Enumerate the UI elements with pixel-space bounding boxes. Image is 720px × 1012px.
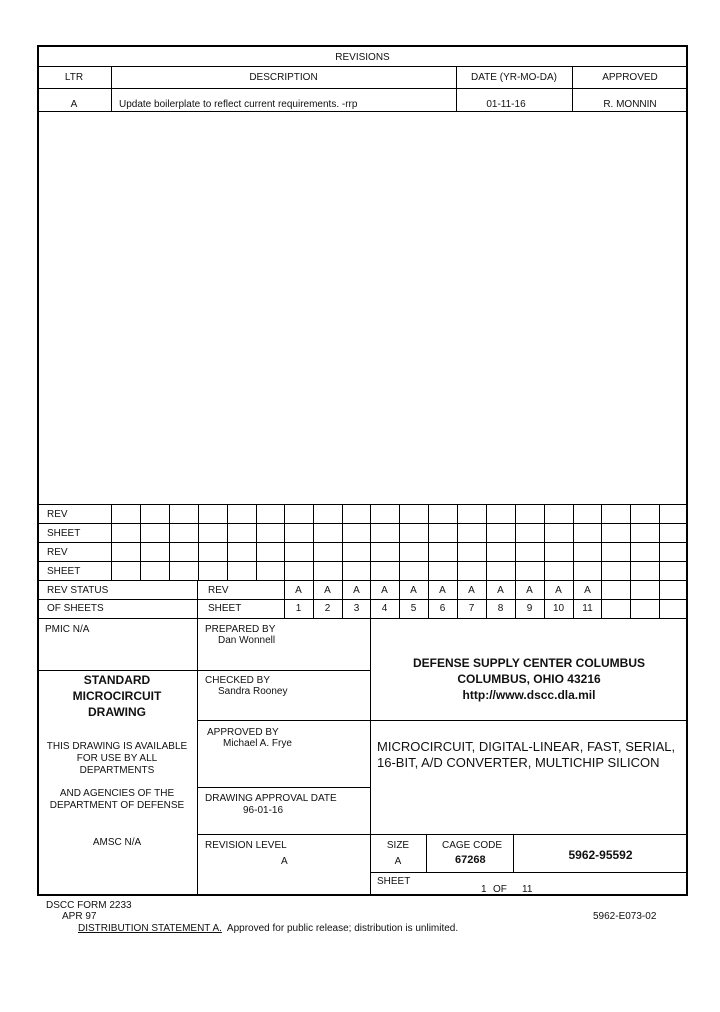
header-approved: APPROVED xyxy=(602,72,658,83)
divider xyxy=(630,580,631,618)
rev-status-sheet: 7 xyxy=(468,603,475,614)
rev-status-rev: A xyxy=(497,585,504,596)
sheet-total: 11 xyxy=(522,884,533,895)
pmic-text: PMIC N/A xyxy=(45,624,90,635)
divider xyxy=(198,504,199,580)
approved-by-label: APPROVED BY xyxy=(207,727,279,738)
drawing-title-line1: MICROCIRCUIT, DIGITAL-LINEAR, FAST, SERIAL, xyxy=(377,739,676,754)
availability-line2: FOR USE BY ALL xyxy=(76,753,158,764)
size-label: SIZE xyxy=(386,840,410,851)
divider xyxy=(37,599,688,600)
grid-label-rev: REV xyxy=(47,547,68,558)
rev-status-sheet: 4 xyxy=(381,603,388,614)
form-date: APR 97 xyxy=(62,911,97,922)
divider xyxy=(37,580,688,581)
divider xyxy=(111,66,112,111)
revision-date: 01-11-16 xyxy=(486,99,526,110)
rev-status-rev: A xyxy=(555,585,562,596)
revision-approved: R. MONNIN xyxy=(603,99,657,110)
divider xyxy=(37,66,688,67)
grid-label-sheet: SHEET xyxy=(47,566,81,577)
divider xyxy=(197,834,370,835)
approval-date-label: DRAWING APPROVAL DATE xyxy=(205,793,337,804)
revision-description: Update boilerplate to reflect current requirements. -rrp xyxy=(119,99,358,110)
org-url: http://www.dscc.dla.mil xyxy=(462,688,596,702)
rev-status-rev: A xyxy=(410,585,417,596)
cage-code-value: 67268 xyxy=(455,854,486,866)
rev-status-sheet: 8 xyxy=(497,603,504,614)
drawing-title-line2: 16-BIT, A/D CONVERTER, MULTICHIP SILICON xyxy=(377,755,660,770)
grid-label-rev: REV xyxy=(47,509,68,520)
divider xyxy=(197,787,370,788)
size-value: A xyxy=(394,856,402,867)
rev-status-rev: A xyxy=(381,585,388,596)
sheet-of: OF xyxy=(493,884,507,895)
rev-status-sheet: 10 xyxy=(552,603,565,614)
rev-status-rev: A xyxy=(324,585,331,596)
cage-code-label: CAGE CODE xyxy=(442,840,503,851)
divider xyxy=(370,504,371,580)
revision-ltr: A xyxy=(70,99,78,110)
drawing-number: 5962-95592 xyxy=(568,848,633,862)
divider xyxy=(370,872,688,873)
of-sheets-label: OF SHEETS xyxy=(47,603,104,614)
org-address: COLUMBUS, OHIO 43216 xyxy=(457,672,601,686)
sheet-number: 1 xyxy=(481,884,487,895)
standard-title-line3: DRAWING xyxy=(88,705,146,719)
divider xyxy=(486,504,487,580)
rev-status-rev: A xyxy=(439,585,446,596)
divider xyxy=(37,618,688,619)
rev-status-sheet: 6 xyxy=(439,603,446,614)
divider xyxy=(370,834,688,835)
divider xyxy=(515,504,516,580)
header-date: DATE (YR-MO-DA) xyxy=(471,72,557,83)
divider xyxy=(659,504,660,580)
divider xyxy=(37,523,688,524)
rev-status-rev: A xyxy=(353,585,360,596)
form-number: DSCC FORM 2233 xyxy=(46,900,132,911)
divider xyxy=(169,504,170,580)
standard-title-line2: MICROCIRCUIT xyxy=(72,689,162,703)
rev-status-sheet: 5 xyxy=(410,603,417,614)
grid-label-sheet: SHEET xyxy=(47,528,81,539)
revision-level-label: REVISION LEVEL xyxy=(205,840,287,851)
divider xyxy=(37,561,688,562)
availability-line3: DEPARTMENTS xyxy=(79,765,155,776)
checked-by-name: Sandra Rooney xyxy=(218,686,288,697)
divider xyxy=(197,580,198,618)
distribution-label: DISTRIBUTION STATEMENT A. xyxy=(78,923,222,934)
standard-title-line1: STANDARD xyxy=(83,673,151,687)
revisions-title: REVISIONS xyxy=(335,52,390,63)
divider xyxy=(399,504,400,580)
rev-status-label: REV STATUS xyxy=(47,585,109,596)
divider xyxy=(37,670,197,671)
divider xyxy=(284,504,285,580)
divider xyxy=(197,720,370,721)
divider xyxy=(601,504,602,580)
rev-status-sheet: 2 xyxy=(324,603,331,614)
divider xyxy=(37,504,688,505)
divider xyxy=(227,504,228,580)
rev-status-rev: A xyxy=(468,585,475,596)
sheet-row-label: SHEET xyxy=(208,603,242,614)
divider xyxy=(544,504,545,580)
divider xyxy=(197,670,370,671)
org-name: DEFENSE SUPPLY CENTER COLUMBUS xyxy=(412,656,646,670)
divider xyxy=(428,504,429,580)
agencies-line2: DEPARTMENT OF DEFENSE xyxy=(49,800,185,811)
document-code: 5962-E073-02 xyxy=(593,911,657,922)
header-description: DESCRIPTION xyxy=(249,72,318,83)
rev-status-sheet: 3 xyxy=(353,603,360,614)
divider xyxy=(313,504,314,580)
divider xyxy=(342,504,343,580)
rev-row-label: REV xyxy=(208,585,229,596)
rev-status-sheet: 1 xyxy=(295,603,302,614)
approved-by-name: Michael A. Frye xyxy=(223,738,292,749)
rev-status-rev: A xyxy=(526,585,533,596)
rev-status-rev: A xyxy=(584,585,591,596)
divider xyxy=(197,618,198,896)
distribution-statement xyxy=(78,924,458,934)
sheet-label: SHEET xyxy=(377,876,411,887)
divider xyxy=(370,720,688,721)
divider xyxy=(573,504,574,580)
distribution-text: Approved for public release; distribution is unlimited. xyxy=(221,923,459,934)
prepared-by-name: Dan Wonnell xyxy=(218,635,276,646)
divider xyxy=(426,834,427,872)
divider xyxy=(457,504,458,580)
availability-line1: THIS DRAWING IS AVAILABLE xyxy=(46,741,188,752)
divider xyxy=(659,580,660,618)
divider xyxy=(140,504,141,580)
divider xyxy=(630,504,631,580)
divider xyxy=(37,88,688,89)
rev-status-sheet: 11 xyxy=(582,603,593,614)
divider xyxy=(37,542,688,543)
agencies-line1: AND AGENCIES OF THE xyxy=(59,788,175,799)
amsc-text: AMSC N/A xyxy=(92,837,142,848)
rev-status-rev: A xyxy=(295,585,302,596)
divider xyxy=(37,111,688,112)
revision-level-value: A xyxy=(281,856,288,867)
rev-status-sheet: 9 xyxy=(526,603,533,614)
divider xyxy=(256,504,257,580)
header-ltr: LTR xyxy=(64,72,84,83)
divider xyxy=(111,504,112,580)
prepared-by-label: PREPARED BY xyxy=(205,624,276,635)
checked-by-label: CHECKED BY xyxy=(205,675,271,686)
approval-date-value: 96-01-16 xyxy=(243,805,284,816)
